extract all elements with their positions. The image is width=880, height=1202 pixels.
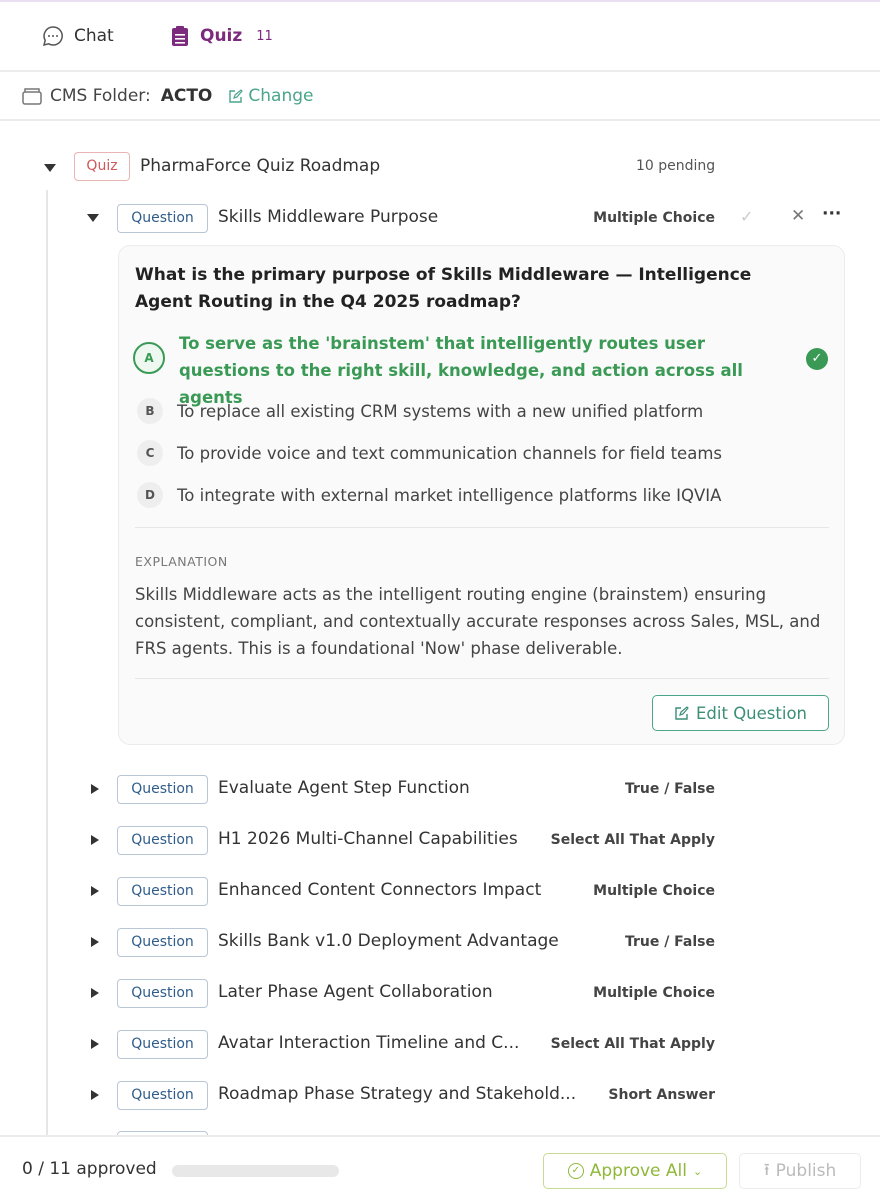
explanation-text: Skills Middleware acts as the intelligent routing engine (brainstem) ensuring consistent, compliant, and contextually accurate responses across Sales, MSL, and FRS agents. This is a foundational 'Now' phase deliverable.: [135, 585, 821, 658]
change-label: Change: [248, 86, 314, 106]
chat-bubble-icon: [42, 25, 64, 47]
divider: [0, 70, 880, 72]
question-type: Multiple Choice: [593, 883, 715, 899]
question-type: Multiple Choice: [593, 210, 715, 226]
question-badge: Question: [117, 1081, 208, 1110]
folder-icon: [22, 87, 42, 105]
option-letter: D: [137, 482, 163, 508]
option-letter: A: [133, 342, 165, 374]
correct-check-icon: ✓: [806, 348, 828, 370]
cms-folder-value: ACTO: [160, 86, 213, 106]
expand-toggle[interactable]: [91, 1039, 99, 1049]
tab-quiz-label: Quiz: [200, 26, 243, 46]
collapse-question-toggle[interactable]: [87, 214, 99, 222]
expand-toggle[interactable]: [91, 937, 99, 947]
clipboard-icon: [170, 25, 190, 47]
more-options-icon[interactable]: ···: [822, 204, 842, 224]
reject-x-icon[interactable]: ✕: [791, 206, 806, 226]
approved-count: 0 / 11 approved: [22, 1159, 157, 1179]
question-type: True / False: [624, 781, 715, 797]
option-c[interactable]: [137, 440, 722, 466]
question-title[interactable]: Later Phase Agent Collaboration: [218, 982, 493, 1002]
expand-toggle[interactable]: [91, 835, 99, 845]
question-badge: Question: [117, 1030, 208, 1059]
option-text: To replace all existing CRM systems with a new unified platform: [177, 401, 704, 421]
question-type: Select All That Apply: [550, 832, 715, 848]
pending-count: 10 pending: [636, 158, 716, 174]
check-circle-icon: ✓: [568, 1163, 584, 1179]
option-letter: C: [137, 440, 163, 466]
question-card: [118, 245, 845, 745]
question-title[interactable]: H1 2026 Multi-Channel Capabilities: [218, 829, 518, 849]
tab-chat[interactable]: [42, 22, 114, 50]
edit-icon: [674, 706, 689, 721]
question-type: Multiple Choice: [593, 985, 715, 1001]
option-text: To provide voice and text communication channels for field teams: [177, 443, 722, 463]
option-letter: B: [137, 398, 163, 424]
approve-all-button[interactable]: [543, 1153, 727, 1189]
edit-icon: [228, 89, 243, 104]
footer: [0, 1135, 880, 1202]
approval-progress-bar: [172, 1165, 339, 1177]
option-d[interactable]: [137, 482, 721, 508]
tree-line: [46, 190, 48, 1135]
chevron-down-icon: ⌄: [693, 1164, 703, 1178]
approve-check-icon[interactable]: ✓: [740, 207, 754, 226]
divider: [135, 678, 829, 679]
question-badge: Question: [117, 826, 208, 855]
tab-chat-label: Chat: [74, 26, 114, 46]
publish-label: Publish: [775, 1161, 837, 1181]
question-type: Select All That Apply: [550, 1036, 715, 1052]
top-border: [0, 0, 880, 2]
cms-folder-row: [22, 84, 313, 108]
question-title[interactable]: Roadmap Phase Strategy and Stakehold...: [218, 1084, 577, 1104]
question-badge: Question: [117, 979, 208, 1008]
explanation-label: EXPLANATION: [135, 554, 228, 569]
divider: [135, 527, 829, 528]
collapse-quiz-toggle[interactable]: [44, 164, 56, 172]
quiz-count-badge: 11: [256, 28, 273, 44]
option-b[interactable]: [137, 398, 703, 424]
edit-question-label: Edit Question: [696, 703, 807, 723]
expand-toggle[interactable]: [91, 1090, 99, 1100]
change-folder-link[interactable]: [228, 86, 313, 106]
question-badge: Question: [117, 204, 208, 233]
question-text: What is the primary purpose of Skills Middleware — Intelligence Agent Routing in the Q4 2025 roadmap?: [135, 265, 752, 312]
upload-icon: ⭱: [763, 1159, 770, 1180]
tab-quiz[interactable]: [170, 22, 273, 50]
option-text: To integrate with external market intelligence platforms like IQVIA: [177, 485, 722, 505]
expand-toggle[interactable]: [91, 988, 99, 998]
question-badge: Question: [117, 877, 208, 906]
expand-toggle[interactable]: [91, 784, 99, 794]
question-type: Short Answer: [608, 1087, 715, 1103]
question-type: True / False: [624, 934, 715, 950]
question-title[interactable]: Enhanced Content Connectors Impact: [218, 880, 542, 900]
approve-all-label: Approve All: [589, 1161, 687, 1181]
publish-button[interactable]: [739, 1153, 861, 1189]
question-title[interactable]: Skills Middleware Purpose: [218, 207, 439, 227]
expand-toggle[interactable]: [91, 886, 99, 896]
question-badge: Question: [117, 928, 208, 957]
divider: [0, 119, 880, 121]
question-title[interactable]: Evaluate Agent Step Function: [218, 778, 470, 798]
question-title[interactable]: Skills Bank v1.0 Deployment Advantage: [218, 931, 559, 951]
option-text: To serve as the 'brainstem' that intelligently routes user questions to the right skill, knowledge, and action across all agents: [179, 334, 743, 407]
cms-folder-label: CMS Folder:: [50, 86, 151, 106]
quiz-badge: Quiz: [74, 152, 130, 181]
question-badge: Question: [117, 775, 208, 804]
quiz-title[interactable]: PharmaForce Quiz Roadmap: [140, 156, 381, 176]
edit-question-button[interactable]: [652, 695, 829, 731]
question-title[interactable]: Avatar Interaction Timeline and C...: [218, 1033, 520, 1053]
